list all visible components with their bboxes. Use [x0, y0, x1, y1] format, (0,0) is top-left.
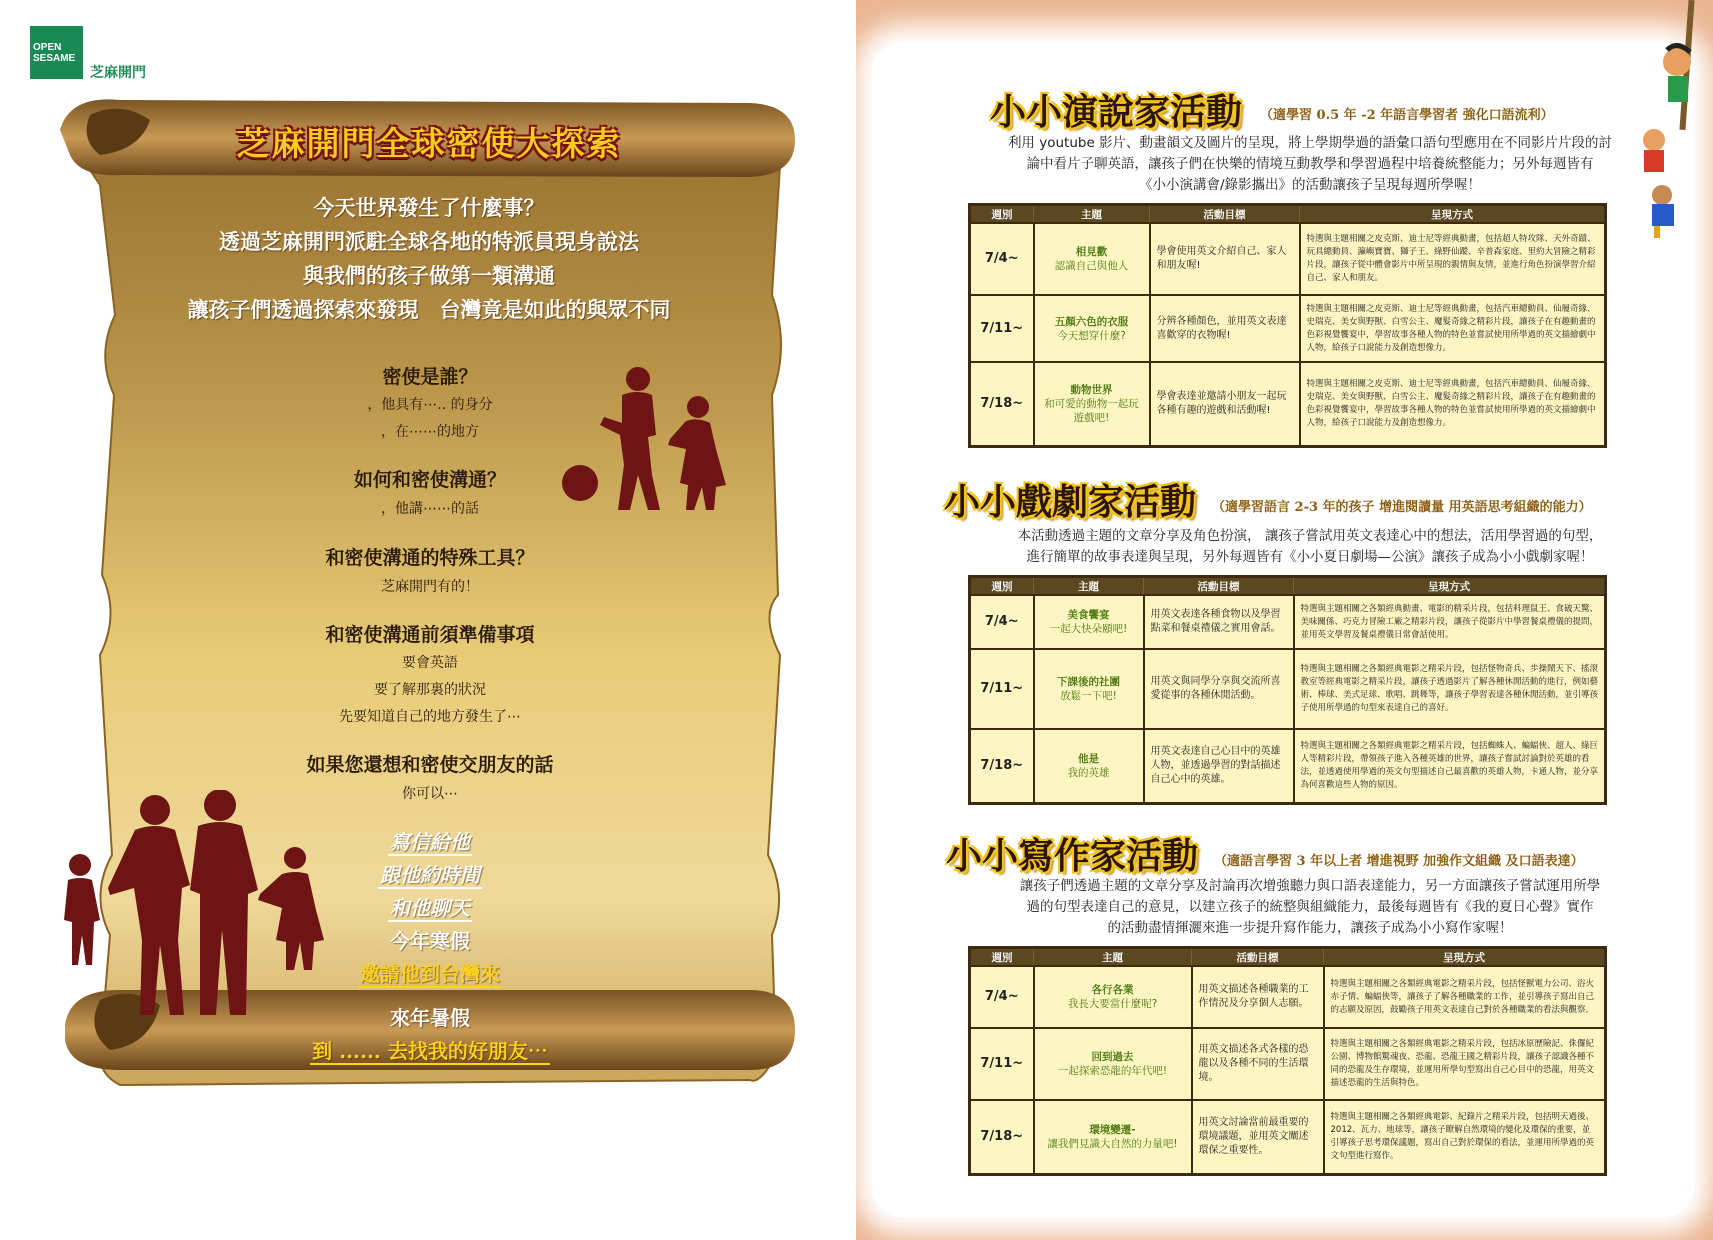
week-cell: 7/11~: [970, 649, 1034, 729]
section-1-schedule-table: [968, 203, 1607, 448]
goal-cell: 用英文描述各種職業的工作情況及分享個人志願。: [1192, 966, 1324, 1028]
section-2-subtitle: （適學習語言 2-3 年的孩子 增進閱讀量 用英語思考組織的能力）: [1212, 500, 1592, 515]
answer-1-1: ，他具有⋯.. 的身分: [367, 397, 493, 413]
section-3-subtitle: （適語言學習 3 年以上者 增進視野 加強作文組織 及口語表達）: [1214, 854, 1584, 869]
activity-write-letter-text: 寫信給他: [390, 830, 470, 854]
header-goal: 活動目標: [1150, 205, 1300, 224]
theme-title: 環境變遷-: [1089, 1123, 1136, 1136]
section-3-desc-line-1: 讓孩子們透過主題的文章分享及討論再次增強聽力與口語表達能力，另一方面讓孩子嘗試運用所學: [1019, 878, 1601, 894]
header-theme: 主題: [1034, 577, 1144, 596]
week-cell: 7/18~: [970, 729, 1034, 803]
week-cell: 7/11~: [970, 295, 1034, 362]
table-row: [970, 362, 1606, 446]
section-1-desc-line-1: 利用 youtube 影片、動畫韻文及圖片的呈現，將上學期學過的語彙口語句型應用在不同影片片段的討: [1007, 135, 1613, 151]
goal-cell: 用英文與同學分享與交流所喜愛從事的各種休閒活動。: [1144, 649, 1294, 729]
intro-line-3: 與我們的孩子做第一類溝通: [303, 263, 555, 288]
theme-title: 美食饗宴: [1067, 609, 1110, 621]
section-3-title: 小小寫作家活動: [946, 835, 1199, 877]
section-2-schedule-table: [968, 575, 1607, 805]
theme-cell: [1034, 729, 1144, 803]
goal-cell: 用英文表達自己心目中的英雄人物，並透過學習的對話描述自己心中的英雄。: [1144, 729, 1294, 803]
header-theme: 主題: [1034, 205, 1150, 224]
theme-title: 動物世界: [1070, 383, 1113, 396]
section-1-desc-line-3: 《小小演講會∕錄影攜出》的活動讓孩子呈現每週所學喔！: [1138, 177, 1482, 193]
activity-winter-text: 今年寒假: [390, 929, 470, 953]
present-cell: 特選與主題相關之各類經典電影之精采片段，包括蜘蛛人、蝙蝠俠、超人、綠巨人等精彩片段，帶領孩子進入各種英雄的世界，讓孩子嘗試討論對於英雄的看法，並透過使用學過的英文句型描述自己最喜歡的英雄人物，卡通人物，並分享為何喜歡這些人物的原因。: [1294, 729, 1606, 803]
theme-subtitle: 一起大快朵頤吧!: [1049, 623, 1128, 635]
theme-title: 下課後的社團: [1057, 676, 1120, 688]
header-goal: 活動目標: [1144, 577, 1294, 596]
section-1-subtitle: （適學習 0.5 年 -2 年語言學習者 強化口語流利）: [1260, 108, 1554, 123]
goal-cell: 用英文描述各式各樣的恐龍以及各種不同的生活環境。: [1192, 1028, 1324, 1100]
theme-subtitle: 今天想穿什麼?: [1057, 329, 1126, 342]
table-row: [970, 223, 1606, 295]
present-cell: 特選與主題相關之皮克斯、迪士尼等經典動畫，包括汽車總動員、仙履奇緣、史瑞克、美女與野獸、白雪公主、魔髮奇緣之精彩片段，讓孩子在有趣動畫的色彩視覺饗宴中，學習故事各種人物的特色並嘗試使用所學過的英文描繪劇中人物，給孩子口說能力及創造想像力。: [1300, 295, 1606, 362]
intro-line-1: 今天世界發生了什麼事？: [313, 195, 545, 220]
goal-cell: 學會表達並邀請小朋友一起玩各種有趣的遊戲和活動喔!: [1150, 362, 1300, 446]
question-2: 如何和密使溝通？: [353, 469, 506, 491]
header-week: 週別: [970, 948, 1034, 967]
activity-visit-friend: [160, 1035, 700, 1064]
theme-cell: [1034, 223, 1150, 295]
week-cell: 7/4~: [970, 595, 1034, 649]
theme-subtitle: 一起探索恐龍的年代吧!: [1057, 1065, 1168, 1077]
answer-5-1: 你可以⋯: [402, 786, 458, 802]
question-4: 和密使溝通前須準備事項: [325, 624, 535, 646]
present-cell: 特選與主題相關之各類經典動畫、電影的精采片段，包括料理鼠王、食破天驚、美味關係、巧克力冒險工廠之精彩片段，讓孩子從影片中學習餐桌禮儀的提問，並用英文學習及餐桌禮儀日常會話使用。: [1294, 595, 1606, 649]
present-cell: 特選與主題相關之各類經典電影之精采片段，包括怪物奇兵、歩操鬧天下、搖滾教室等經典電影之精采片段，讓孩子透過影片了解各種休閒活動的進行，例如藝術、棒球、美式足球、歌唱、跳舞等，讓孩子學習表達各種休閒活動，並引導孩子使用所學過的句型來表達自己的喜好。: [1294, 649, 1606, 729]
section-2-desc-line-1: 本活動透過主題的文章分享及角色扮演， 讓孩子嘗試用英文表達心中的想法，活用學習過的句型，: [1017, 528, 1603, 544]
logo-name: 芝麻開門: [90, 65, 146, 81]
answer-2-1: ，他講⋯⋯的話: [381, 501, 479, 517]
section-1-desc-line-2: 論中看片子聊英語，讓孩子們在快樂的情境互動教學和學習過程中培養統整能力；另外每週皆有: [1026, 156, 1594, 172]
header-present: 呈現方式: [1324, 948, 1606, 967]
week-cell: 7/11~: [970, 1028, 1034, 1100]
table-row: [970, 295, 1606, 362]
table-header-row: [970, 577, 1606, 596]
theme-subtitle: 我的英雄: [1067, 766, 1110, 779]
theme-cell: [1034, 1028, 1192, 1100]
present-cell: 特選與主題相關之各類經典電影之精采片段，包括冰原歷險記、侏儸紀公園、博物館驚魂夜、恐龍、恐龍王國之精彩片段，讓孩子認識各種不同的恐龍及生存環境，並運用所學句型寫出自己心目中的恐龍，用英文描述恐龍的生活與特色。: [1324, 1028, 1606, 1100]
theme-subtitle: 放鬆一下吧!: [1060, 690, 1117, 702]
goal-cell: 用英文討論當前最重要的環境議題，並用英文闡述環保之重要性。: [1192, 1100, 1324, 1174]
theme-title: 他是: [1078, 752, 1099, 765]
theme-cell: [1034, 966, 1192, 1028]
section-1-description: [940, 133, 1680, 196]
theme-subtitle: 和可愛的動物一起玩遊戲吧!: [1044, 397, 1139, 424]
question-1: 密使是誰？: [382, 366, 478, 388]
header-week: 週別: [970, 577, 1034, 596]
table-row: [970, 1100, 1606, 1174]
table-row: [970, 1028, 1606, 1100]
header-theme: 主題: [1034, 948, 1192, 967]
theme-cell: [1034, 1100, 1192, 1174]
table-header-row: [970, 205, 1606, 224]
theme-cell: [1034, 295, 1150, 362]
theme-subtitle: 讓我們見識大自然的力量吧!: [1047, 1137, 1178, 1150]
section-2-description: [940, 526, 1680, 568]
header-present: 呈現方式: [1294, 577, 1606, 596]
scroll-title: 芝麻開門全球密使大探索: [236, 124, 622, 163]
activity-visit-friend-text: 到 ...... 去找我的好朋友⋯: [312, 1039, 548, 1063]
activity-chat-text: 和他聊天: [390, 896, 470, 920]
section-3-desc-line-2: 過的句型表達自己的意見，以建立孩子的統整與組織能力，最後每週皆有《我的夏日心聲》實作: [1026, 899, 1594, 915]
table-header-row: [970, 948, 1606, 967]
children-playing-silhouette: [560, 365, 735, 515]
activity-invite-text: 邀請他到台灣來: [360, 962, 500, 986]
goal-cell: 分辨各種顏色，並用英文表達喜歡穿的衣物喔!: [1150, 295, 1300, 362]
question-3: 和密使溝通的特殊工具？: [325, 547, 535, 569]
week-cell: 7/4~: [970, 966, 1034, 1028]
open-sesame-logo: [30, 26, 83, 79]
family-silhouette: [50, 790, 330, 1020]
table-row: [970, 729, 1606, 803]
section-2-desc-line-2: 進行簡單的故事表達與呈現，另外每週皆有《小小夏日劇場—公演》讓孩子成為小小戲劇家喔！: [1026, 549, 1594, 565]
present-cell: 特選與主題相關之各類經典電影、紀錄片之精采片段，包括明天過後、2012、瓦力、地球等，讓孩子瞭解自然環境的變化及環保的重要，並引導孩子思考環保議題，寫出自己對於環保的看法，並運用所學過的英文句型進行寫作。: [1324, 1100, 1606, 1174]
intro-line-4: 讓孩子們透過探索來發現 台灣竟是如此的與眾不同: [187, 297, 671, 322]
week-cell: 7/4~: [970, 223, 1034, 295]
theme-subtitle: 我長大要當什麼呢?: [1067, 998, 1158, 1010]
logo-line-2: SESAME: [33, 52, 76, 64]
logo-line-1: OPEN: [33, 41, 62, 53]
header-present: 呈現方式: [1300, 205, 1606, 224]
theme-cell: [1034, 362, 1150, 446]
answer-3-1: 芝麻開門有的！: [381, 579, 479, 595]
theme-cell: [1034, 595, 1144, 649]
goal-cell: 學會使用英文介紹自己、家人和朋友喔!: [1150, 223, 1300, 295]
header-week: 週別: [970, 205, 1034, 224]
activity-make-appointment-text: 跟他約時間: [380, 863, 480, 887]
answer-4-2: 要了解那裏的狀況: [374, 682, 486, 698]
theme-title: 回到過去: [1091, 1051, 1134, 1063]
present-cell: 特選與主題相關之皮克斯、迪士尼等經典動畫，包括超人特攻隊、天外奇蹟、玩具總動員、瀛嶼寶寶、獅子王、綠野仙蹤、辛普森家庭、里約大冒險之精彩片段，讓孩子從中體會影片中所呈現的親情與友情，並進行角色扮演學習介紹自己、家人和朋友。: [1300, 223, 1606, 295]
week-cell: 7/18~: [970, 1100, 1034, 1174]
section-3-schedule-table: [968, 946, 1607, 1176]
theme-cell: [1034, 649, 1144, 729]
section-1-title: 小小演說家活動: [990, 91, 1243, 133]
present-cell: 特選與主題相關之各類經典電影之精采片段，包括怪獸電力公司、浴火赤子情、蝙蝠俠等，讓孩子了解各種職業的工作，並引導孩子寫出自己的志願及原因，鼓勵孩子用英文表達自己對於各種職業的看法與觀察。: [1324, 966, 1606, 1028]
question-5: 如果您還想和密使交朋友的話: [306, 754, 554, 776]
table-row: [970, 649, 1606, 729]
present-cell: 特選與主題相關之皮克斯、迪士尼等經典動畫，包括汽車總動員、仙履奇緣、史瑞克、美女與野獸、白雪公主、魔髮奇緣之精彩片段，讓孩子在有趣動畫的色彩視覺饗宴中，學習故事各種人物的特色並嘗試使用所學過的英文描繪劇中人物，給孩子口說能力及創造想像力。: [1300, 362, 1606, 446]
section-2-title: 小小戲劇家活動: [944, 481, 1197, 523]
table-row: [970, 966, 1606, 1028]
theme-title: 相見歡: [1075, 246, 1108, 258]
theme-title: 各行各業: [1091, 984, 1134, 996]
section-3-desc-line-3: 的活動盡情揮灑來進一步提升寫作能力，讓孩子成為小小寫作家喔！: [1107, 920, 1513, 936]
week-cell: 7/18~: [970, 362, 1034, 446]
intro-line-2: 透過芝麻開門派駐全球各地的特派員現身說法: [219, 229, 639, 254]
theme-title: 五顏六色的衣服: [1054, 315, 1129, 328]
activity-summer-text: 來年暑假: [390, 1006, 470, 1030]
table-row: [970, 595, 1606, 649]
header-goal: 活動目標: [1192, 948, 1324, 967]
answer-1-2: ，在⋯⋯的地方: [381, 424, 479, 440]
answer-4-3: 先要知道自己的地方發生了⋯: [339, 709, 521, 725]
answer-4-1: 要會英語: [402, 655, 458, 671]
theme-subtitle: 認識自己與他人: [1054, 260, 1129, 272]
goal-cell: 用英文表達各種食物以及學習點菜和餐桌禮儀之實用會話。: [1144, 595, 1294, 649]
section-3-description: [940, 876, 1680, 939]
